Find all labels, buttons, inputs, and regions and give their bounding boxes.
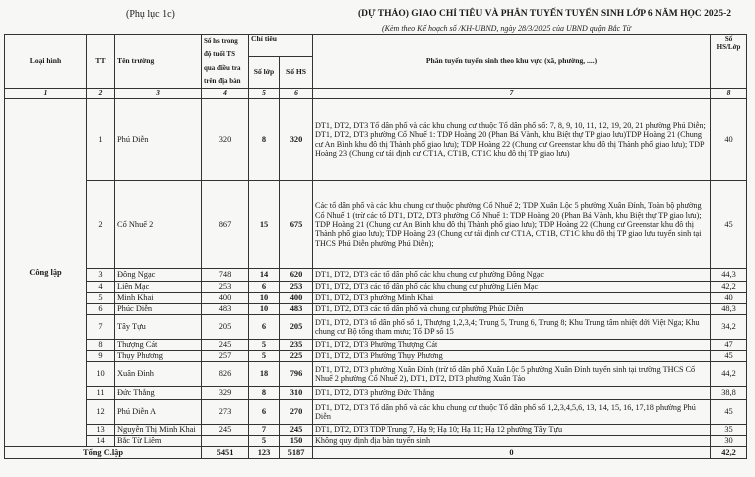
school-name: Liên Mạc <box>115 282 202 293</box>
students-count: 400 <box>202 293 249 304</box>
zone-text: DT1, DT2, DT3 các tổ dân phố các khu chung cư phường Liên Mạc <box>313 282 711 293</box>
class-count: 10 <box>249 293 280 304</box>
document-subtitle: (Kèm theo Kế hoạch số /KH-UBND, ngày 28/3/2025 của UBND quận Bắc Từ <box>382 24 632 33</box>
students-count: 483 <box>202 304 249 315</box>
quota-count: 310 <box>280 387 313 400</box>
per-class: 34,2 <box>711 315 747 340</box>
zone-text: DT1, DT2, DT3 Tổ dân phố và các khu chung cư thuộc Tổ dân phố số 1,2,3,4,5,6, 13, 14, 15, 16, 17,18 phường Phú Diễn <box>313 400 711 425</box>
table-row <box>5 362 747 387</box>
col-so-lop: Số lớp <box>249 57 280 89</box>
class-count: 14 <box>249 269 280 282</box>
col-so-hs: Số hs trong độ tuổi TS qua điều tra trên địa bàn <box>202 35 249 89</box>
students-count: 245 <box>202 425 249 436</box>
per-class: 47 <box>711 340 747 351</box>
table-row <box>5 304 747 315</box>
class-count: 6 <box>249 282 280 293</box>
row-tt: 7 <box>87 315 115 340</box>
quota-count: 620 <box>280 269 313 282</box>
col-phan-tuyen: Phân tuyến tuyển sinh theo khu vực (xã, phường, ....) <box>313 35 711 89</box>
students-count: 329 <box>202 387 249 400</box>
class-count: 15 <box>249 181 280 269</box>
school-name: Phúc Diễn <box>115 304 202 315</box>
per-class: 45 <box>711 400 747 425</box>
school-name: Nguyễn Thị Minh Khai <box>115 425 202 436</box>
school-name: Bắc Từ Liêm <box>115 436 202 447</box>
zone-text: DT1, DT2, DT3 TDP Trung 7, Hạ 9; Hạ 10; Hạ 11; Hạ 12 phường Tây Tựu <box>313 425 711 436</box>
table-row <box>5 269 747 282</box>
class-count: 8 <box>249 387 280 400</box>
col-chi-tieu: Chỉ tiêu <box>249 35 313 57</box>
per-class: 35 <box>711 425 747 436</box>
quota-count: 400 <box>280 293 313 304</box>
school-name: Đức Thắng <box>115 387 202 400</box>
row-tt: 14 <box>87 436 115 447</box>
index-cell: 5 <box>249 89 280 99</box>
quota-count: 796 <box>280 362 313 387</box>
class-count: 5 <box>249 351 280 362</box>
enrollment-table <box>4 34 747 459</box>
per-class: 38,8 <box>711 387 747 400</box>
school-name: Tây Tựu <box>115 315 202 340</box>
zone-text: DT1, DT2, DT3 Tổ dân phố và các khu chung cư thuộc Tổ dân phố số: 7, 8, 9, 10, 11, 12, 19, 20, 21 phường Phú Diễn; DT1, DT2, DT3 phường Cổ Nhuế 1: TDP Hoàng 20 (Phan Bá Vành, khu Biệt thự TP giao lưu)TDP Hoàng 21 (Chung cư An Bình khu đô thị Thành phố giao lưu); TDP Hoàng 22 (Chung cư Greenstar khu đô thị Thành phố giao lưu); TDP Hoàng 23 (Chung cư tái định cư CT1A, CT1B, CT1C khu đô thị TP giao lưu) <box>313 99 711 181</box>
zone-text: Không quy định địa bàn tuyển sinh <box>313 436 711 447</box>
students-count: 245 <box>202 340 249 351</box>
class-count: 7 <box>249 425 280 436</box>
total-zone: 0 <box>313 447 711 459</box>
quota-count: 150 <box>280 436 313 447</box>
table-row <box>5 293 747 304</box>
col-ten-truong: Tên trường <box>115 35 202 89</box>
table-row <box>5 400 747 425</box>
row-tt: 8 <box>87 340 115 351</box>
row-tt: 10 <box>87 362 115 387</box>
zone-text: DT1, DT2, DT3 Phường Thượng Cát <box>313 340 711 351</box>
students-count: 273 <box>202 400 249 425</box>
per-class: 44,3 <box>711 269 747 282</box>
index-cell: 7 <box>313 89 711 99</box>
students-count: 826 <box>202 362 249 387</box>
school-name: Đông Ngạc <box>115 269 202 282</box>
total-quota: 5187 <box>280 447 313 459</box>
quota-count: 235 <box>280 340 313 351</box>
students-count: 205 <box>202 315 249 340</box>
index-cell: 2 <box>87 89 115 99</box>
col-so-hs-ct: Số HS <box>280 57 313 89</box>
total-label: Tổng C.lập <box>5 447 202 459</box>
students-count: 867 <box>202 181 249 269</box>
table-row <box>5 351 747 362</box>
quota-count: 320 <box>280 99 313 181</box>
school-name: Minh Khai <box>115 293 202 304</box>
school-name: Phú Diễn <box>115 99 202 181</box>
appendix-label: (Phụ lục 1c) <box>126 9 175 20</box>
class-count: 18 <box>249 362 280 387</box>
class-count: 5 <box>249 436 280 447</box>
zone-text: DT1, DT2, DT3 phường Xuân Đỉnh (trừ tổ dân phố Xuân Lộc 5 phường Xuân Đỉnh tuyển sinh tại trường THCS Cổ Nhuế 2 phường Cổ Nhuế 2), DT1, DT2, DT3 phường Xuân Tảo <box>313 362 711 387</box>
row-tt: 4 <box>87 282 115 293</box>
table-row <box>5 99 747 181</box>
index-cell: 3 <box>115 89 202 99</box>
quota-count: 483 <box>280 304 313 315</box>
row-tt: 13 <box>87 425 115 436</box>
row-tt: 6 <box>87 304 115 315</box>
group-label: Công lập <box>5 99 87 447</box>
row-tt: 2 <box>87 181 115 269</box>
class-count: 6 <box>249 315 280 340</box>
class-count: 8 <box>249 99 280 181</box>
row-tt: 9 <box>87 351 115 362</box>
document-title: (DỰ THẢO) GIAO CHỈ TIÊU VÀ PHÂN TUYẾN TUYỂN SINH LỚP 6 NĂM HỌC 2025-2 <box>358 9 732 19</box>
zone-text: DT1, DT2, DT3 các tổ dân phố và chung cư phường Phúc Diễn <box>313 304 711 315</box>
total-per-class: 42,2 <box>711 447 747 459</box>
per-class: 45 <box>711 181 747 269</box>
quota-count: 205 <box>280 315 313 340</box>
quota-count: 245 <box>280 425 313 436</box>
per-class: 40 <box>711 99 747 181</box>
row-tt: 1 <box>87 99 115 181</box>
col-hs-lop: Số HS/Lớp <box>711 35 747 89</box>
index-cell: 8 <box>711 89 747 99</box>
table-row <box>5 282 747 293</box>
index-cell: 4 <box>202 89 249 99</box>
col-tt: TT <box>87 35 115 89</box>
total-students: 5451 <box>202 447 249 459</box>
students-count: 253 <box>202 282 249 293</box>
row-tt: 5 <box>87 293 115 304</box>
zone-text: DT1, DT2, DT3 tổ dân phố số 1, Thượng 1,2,3,4; Trung 5, Trung 6, Trung 8; Khu Trung tâm nhiệt đới Việt Nga; Khu chung cư Bộ tổng tham mưu; Tổ DP số 15 <box>313 315 711 340</box>
school-name: Thượng Cát <box>115 340 202 351</box>
zone-text: DT1, DT2, DT3 Phường Thụy Phương <box>313 351 711 362</box>
per-class: 42,2 <box>711 282 747 293</box>
quota-count: 225 <box>280 351 313 362</box>
zone-text: Các tổ dân phố và các khu chung cư thuộc phường Cổ Nhuế 2; TDP Xuân Lộc 5 phường Xuân Đỉnh, Toàn bộ phường Cổ Nhuế 1 (trừ các tổ DT1, DT2, DT3 phường Cổ Nhuế 1: TDP Hoàng 20 (Phan Bá Vành, khu Biệt thự TP giao lưu); TDP Hoàng 21 (Chung cư An Bình khu đô thị Thành phố giao lưu); TDP Hoàng 22 (Chung cư Greenstar khu đô thị Thành phố giao lưu); TDP Hoàng 23 (Chung cư tái định cư CT1A, CT1B, CT1C khu đô thị TP giao lưu tuyển sinh tại THCS Phú Diễn phường Phú Diễn); <box>313 181 711 269</box>
students-count: 320 <box>202 99 249 181</box>
zone-text: DT1, DT2, DT3 phường Đức Thắng <box>313 387 711 400</box>
students-count: 257 <box>202 351 249 362</box>
total-row <box>5 447 747 459</box>
class-count: 10 <box>249 304 280 315</box>
table-row <box>5 387 747 400</box>
table-row <box>5 436 747 447</box>
table-row <box>5 340 747 351</box>
per-class: 40 <box>711 293 747 304</box>
students-count <box>202 436 249 447</box>
per-class: 30 <box>711 436 747 447</box>
table-row <box>5 315 747 340</box>
per-class: 48,3 <box>711 304 747 315</box>
index-row <box>5 89 747 99</box>
per-class: 44,2 <box>711 362 747 387</box>
class-count: 5 <box>249 340 280 351</box>
school-name: Phú Diễn A <box>115 400 202 425</box>
table-row <box>5 425 747 436</box>
per-class: 45 <box>711 351 747 362</box>
school-name: Cổ Nhuế 2 <box>115 181 202 269</box>
school-name: Xuân Đỉnh <box>115 362 202 387</box>
quota-count: 270 <box>280 400 313 425</box>
students-count: 748 <box>202 269 249 282</box>
school-name: Thụy Phương <box>115 351 202 362</box>
zone-text: DT1, DT2, DT3 phường Minh Khai <box>313 293 711 304</box>
quota-count: 675 <box>280 181 313 269</box>
index-cell: 6 <box>280 89 313 99</box>
table-row <box>5 181 747 269</box>
index-cell: 1 <box>5 89 87 99</box>
class-count: 6 <box>249 400 280 425</box>
total-classes: 123 <box>249 447 280 459</box>
header-row-top <box>5 35 747 57</box>
row-tt: 11 <box>87 387 115 400</box>
row-tt: 3 <box>87 269 115 282</box>
zone-text: DT1, DT2, DT3 các tổ dân phố các khu chung cư phường Đông Ngạc <box>313 269 711 282</box>
quota-count: 253 <box>280 282 313 293</box>
row-tt: 12 <box>87 400 115 425</box>
col-loai-hinh: Loại hình <box>5 35 87 89</box>
